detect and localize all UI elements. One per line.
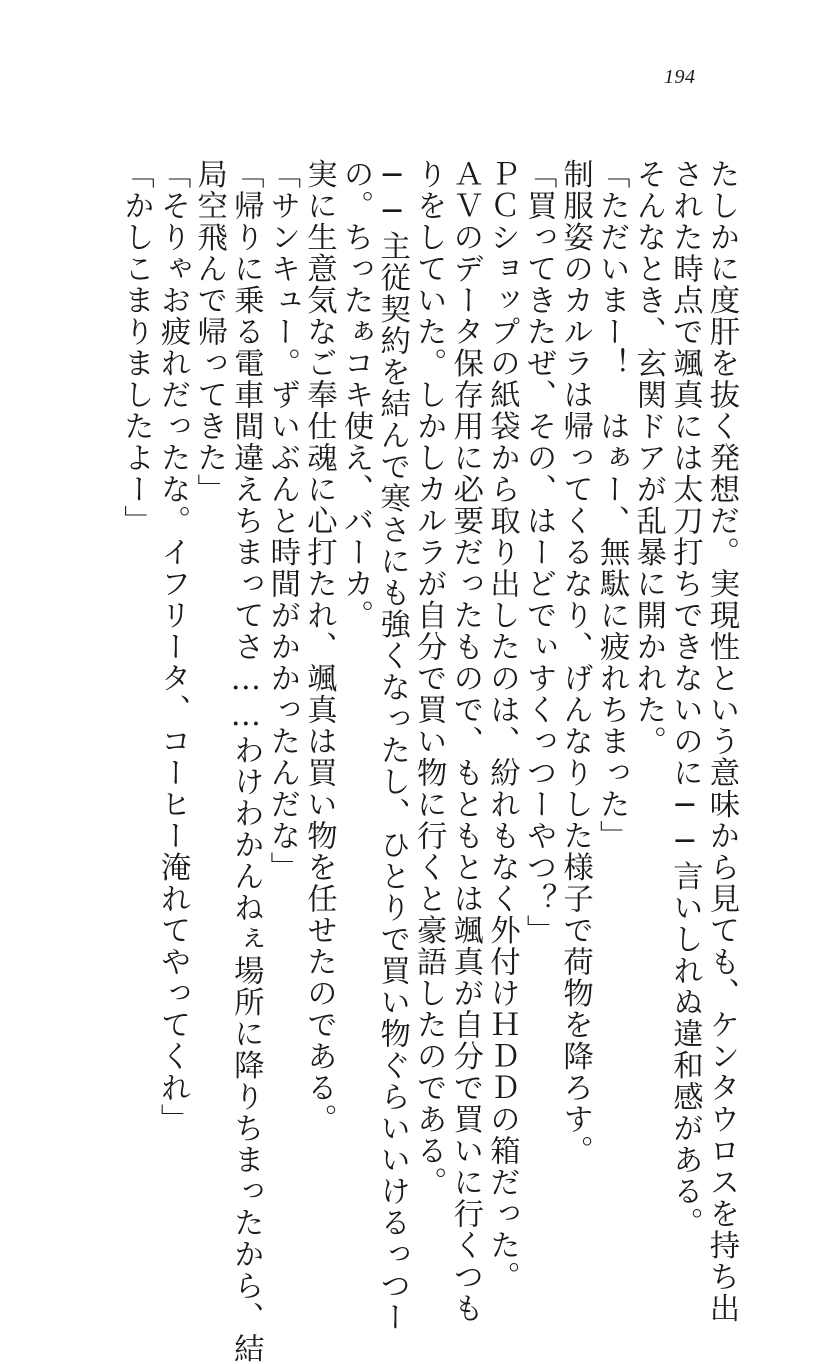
text-line: ──主従契約を結んで寒さにも強くなったし、ひとりで買い物ぐらいいけるっつー	[374, 158, 410, 1333]
vertical-text-body	[117, 158, 739, 1364]
text-line: の。ちったぁコキ使え、バーカ。	[338, 158, 374, 631]
text-line: 制服姿のカルラは帰ってくるなり、げんなりした様子で荷物を降ろす。	[557, 158, 593, 1166]
text-line: 「ただいまー！ はぁー、無駄に疲れちまった」	[594, 158, 630, 851]
page-number: 194	[664, 66, 696, 88]
text-line: 「買ってきたぜ、その、はーどでぃすくっつーやつ？」	[521, 158, 557, 946]
text-line: 「そりゃお疲れだったな。イフリータ、コーヒー淹れてやってくれ」	[155, 158, 191, 1135]
text-line: 「かしこまりましたよー」	[118, 158, 154, 536]
text-line: そんなとき、玄関ドアが乱暴に開かれた。	[630, 158, 666, 757]
text-line: ＡＶのデータ保存用に必要だったもので、もともとは颯真が自分で買いに行くつも	[447, 158, 483, 1324]
text-line: ＰＣショップの紙袋から取り出したのは、紛れもなく外付けＨＤＤの箱だった。	[484, 158, 520, 1292]
text-line: 「帰りに乗る電車間違えちまってさ……わけわかんねぇ場所に降りちまったから、結	[228, 158, 264, 1364]
text-line: 局空飛んで帰ってきた」	[191, 158, 227, 505]
text-line: された時点で颯真には太刀打ちできないのに──言いしれぬ違和感がある。	[667, 158, 703, 1239]
text-line: りをしていた。しかしカルラが自分で買い物に行くと豪語したのである。	[411, 158, 447, 1198]
text-line: 「サンキュー。ずいぶんと時間がかかったんだな」	[264, 158, 300, 883]
text-line: 実に生意気なご奉仕魂に心打たれ、颯真は買い物を任せたのである。	[301, 158, 337, 1135]
text-line: たしかに度肝を抜く発想だ。実現性という意味から見ても、ケンタウロスを持ち出	[704, 158, 739, 1324]
